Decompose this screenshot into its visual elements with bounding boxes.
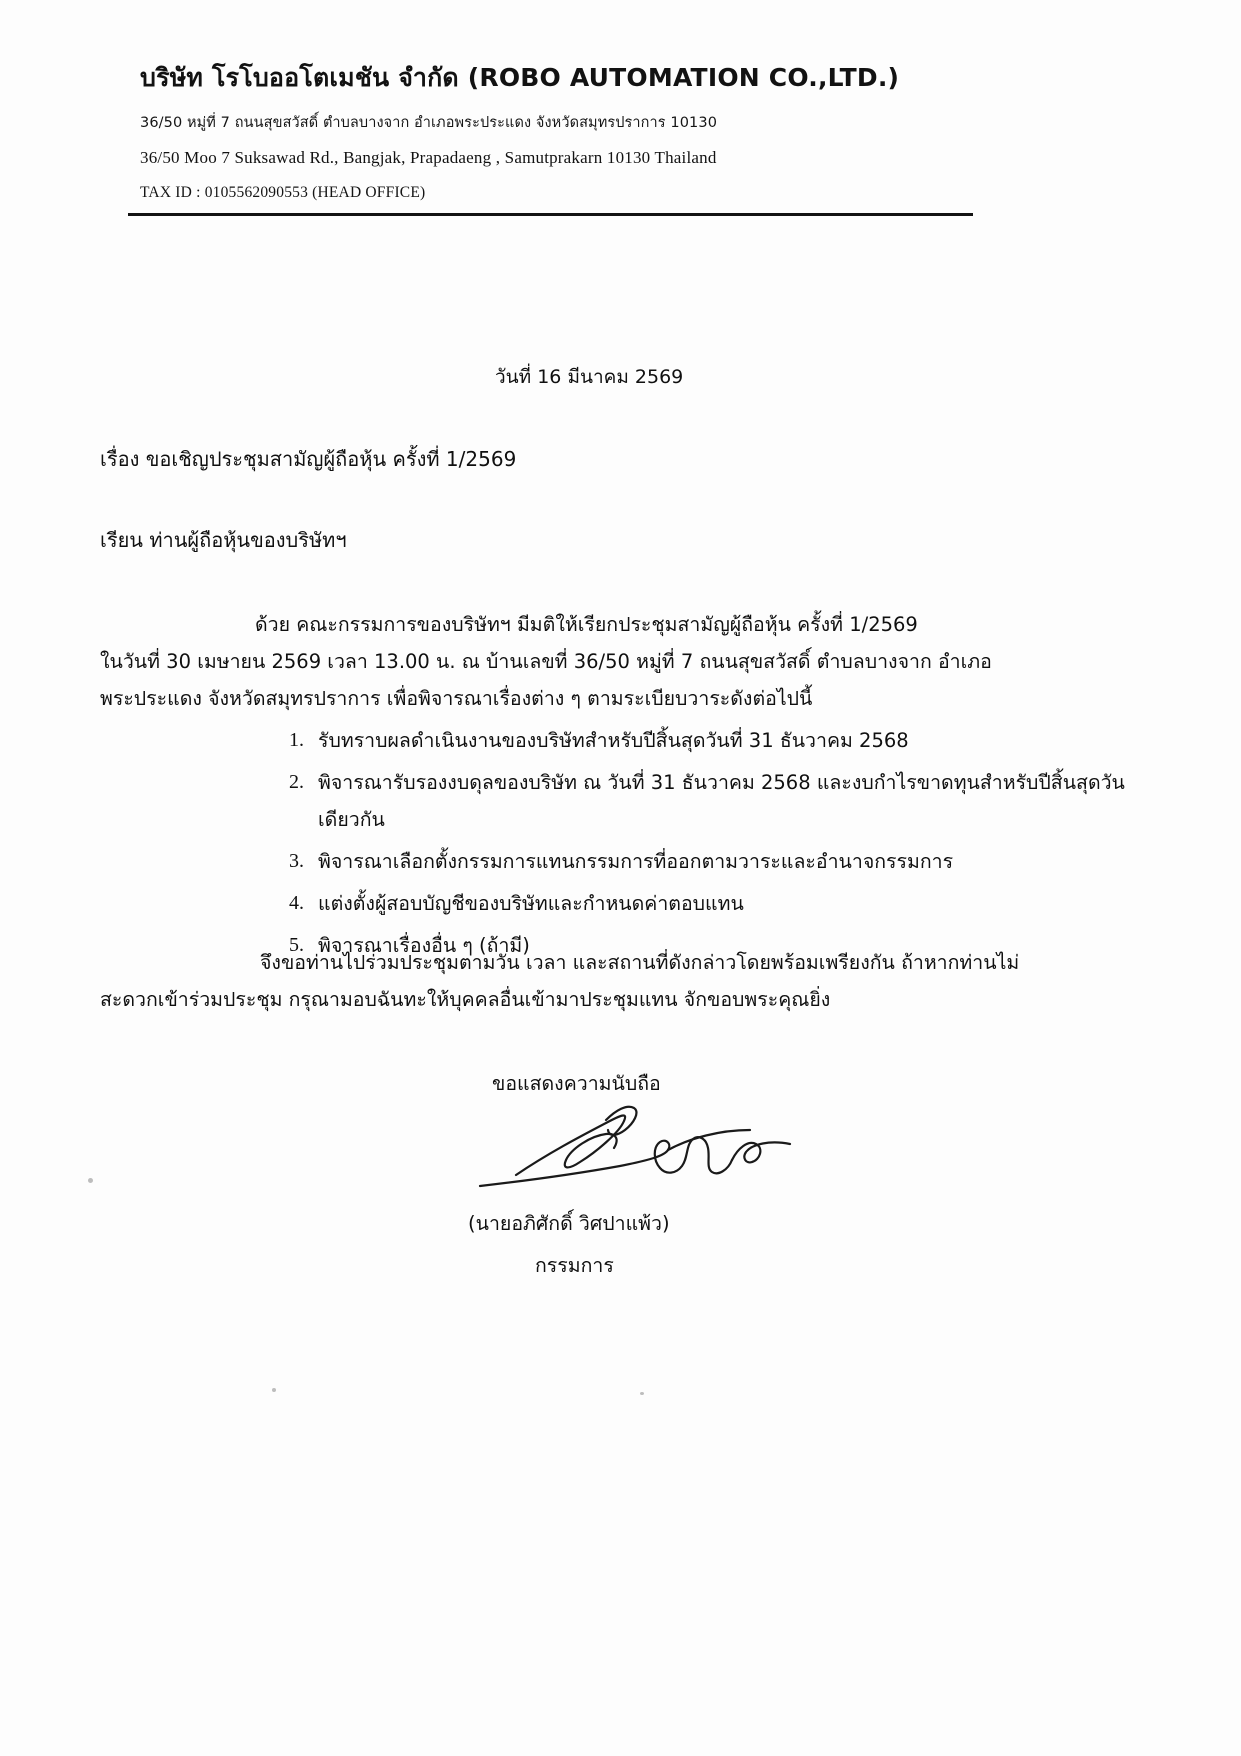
agenda-number: 5. [289, 934, 304, 956]
agenda-text: พิจารณาเลือกตั้งกรรมการแทนกรรมการที่ออกตามวาระและอำนาจกรรมการ [318, 850, 954, 873]
agenda-number: 2. [289, 771, 304, 793]
intro-line-2: ในวันที่ 30 เมษายน 2569 เวลา 13.00 น. ณ บ้านเลขที่ 36/50 หมู่ที่ 7 ถนนสุขสวัสดิ์ ตำบลบางจาก อำเภอ [100, 650, 992, 673]
agenda-text: พิจารณารับรองงบดุลของบริษัท ณ วันที่ 31 ธันวาคม 2568 และงบกำไรขาดทุนสำหรับปีสิ้นสุดวันเดียวกัน [318, 771, 1125, 831]
signer-name: (นายอภิศักดิ์ วิศปาแพ้ว) [468, 1212, 670, 1235]
agenda-text: พิจารณาเรื่องอื่น ๆ (ถ้ามี) [318, 934, 530, 957]
closing-line-2: สะดวกเข้าร่วมประชุม กรุณามอบฉันทะให้บุคคลอื่นเข้ามาประชุมแทน จักขอบพระคุณยิ่ง [100, 988, 831, 1011]
scan-speck [272, 1388, 276, 1392]
intro-line-1: ด้วย คณะกรรมการของบริษัทฯ มีมติให้เรียกประชุมสามัญผู้ถือหุ้น ครั้งที่ 1/2569 [255, 613, 918, 636]
list-item [262, 843, 1162, 880]
closing-line-1: จึงขอท่านไปร่วมประชุมตามวัน เวลา และสถานที่ดังกล่าวโดยพร้อมเพรียงกัน ถ้าหากท่านไม่ [260, 951, 1020, 974]
handwritten-signature-icon [420, 1090, 840, 1200]
salutation-line: เรียน ท่านผู้ถือหุ้นของบริษัทฯ [100, 528, 347, 552]
scan-speck [88, 1178, 93, 1183]
agenda-text: แต่งตั้งผู้สอบบัญชีของบริษัทและกำหนดค่าตอบแทน [318, 892, 744, 915]
agenda-list [262, 722, 1162, 969]
tax-id-line: TAX ID : 0105562090553 (HEAD OFFICE) [140, 184, 426, 201]
closing-paragraph [100, 944, 1160, 1018]
intro-paragraph [100, 606, 1150, 717]
letterhead [140, 58, 1090, 202]
company-address-thai: 36/50 หมู่ที่ 7 ถนนสุขสวัสดิ์ ตำบลบางจาก อำเภอพระประแดง จังหวัดสมุทรปราการ 10130 [140, 115, 718, 131]
header-divider [128, 213, 973, 216]
regards-text: ขอแสดงความนับถือ [492, 1072, 661, 1095]
list-item [262, 722, 1162, 759]
subject-line: เรื่อง ขอเชิญประชุมสามัญผู้ถือหุ้น ครั้งที่ 1/2569 [100, 447, 517, 471]
document-date: วันที่ 16 มีนาคม 2569 [495, 366, 684, 388]
scan-speck [640, 1392, 644, 1395]
list-item [262, 885, 1162, 922]
signer-title: กรรมการ [535, 1254, 614, 1277]
agenda-number: 3. [289, 850, 304, 872]
list-item [262, 764, 1162, 838]
agenda-number: 1. [289, 729, 304, 751]
company-address-english: 36/50 Moo 7 Suksawad Rd., Bangjak, Prapadaeng , Samutprakarn 10130 Thailand [140, 148, 717, 167]
agenda-text: รับทราบผลดำเนินงานของบริษัทสำหรับปีสิ้นสุดวันที่ 31 ธันวาคม 2568 [318, 729, 909, 752]
company-name: บริษัท โรโบออโตเมชัน จำกัด (ROBO AUTOMATION CO.,LTD.) [140, 63, 900, 92]
agenda-number: 4. [289, 892, 304, 914]
intro-line-3: พระประแดง จังหวัดสมุทรปราการ เพื่อพิจารณาเรื่องต่าง ๆ ตามระเบียบวาระดังต่อไปนี้ [100, 687, 813, 710]
